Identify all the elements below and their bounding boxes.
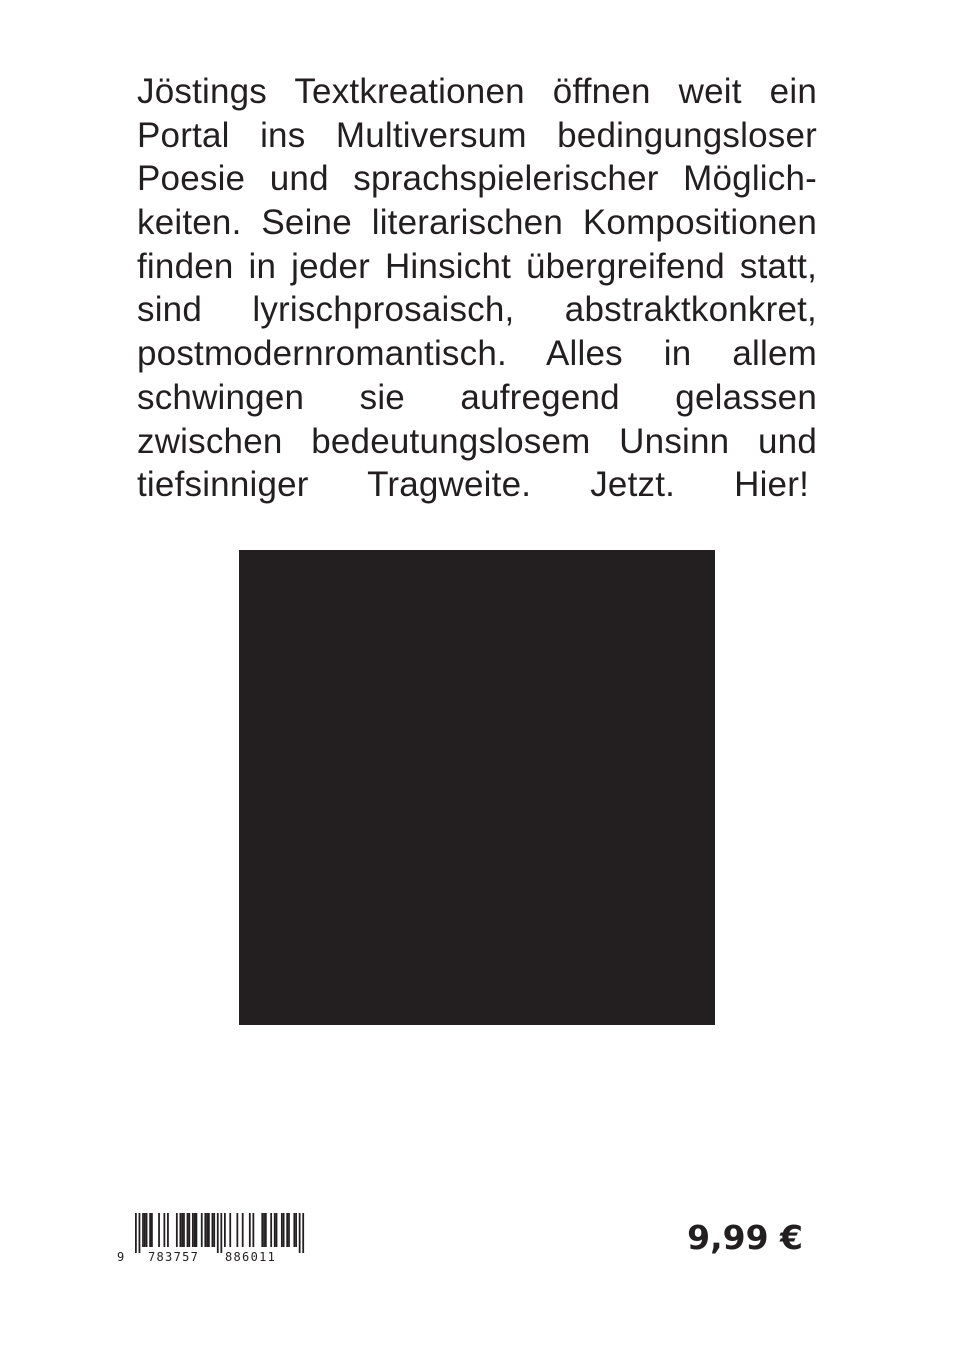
- barcode-bar: [180, 1213, 182, 1247]
- barcode-bar: [249, 1213, 251, 1247]
- blurb-line: schwingen sie aufregend gelassen: [137, 377, 817, 417]
- blurb-line: postmodernromantisch. Alles in allem: [137, 334, 817, 374]
- price-label: 9,99 €: [687, 1218, 803, 1257]
- barcode-bar: [158, 1213, 160, 1247]
- barcode-bar: [263, 1213, 265, 1247]
- barcode-bar: [286, 1213, 288, 1247]
- barcode-bar: [176, 1213, 178, 1247]
- blurb-line: Poesie und sprachspielerischer Möglich-: [137, 159, 817, 199]
- barcode-bar: [149, 1213, 151, 1247]
- barcode-bar: [224, 1213, 226, 1247]
- barcode-bar: [220, 1213, 222, 1253]
- barcode-graphic: [113, 1211, 308, 1263]
- barcode-bar: [229, 1213, 231, 1247]
- barcode-bar: [265, 1213, 267, 1247]
- barcode-bar: [276, 1213, 278, 1247]
- barcode-bar: [146, 1213, 148, 1247]
- barcode-right-digits: 886011: [225, 1250, 277, 1263]
- barcode-bar: [281, 1213, 283, 1247]
- barcode-lead-digit: 9: [117, 1250, 125, 1263]
- barcode-bar: [151, 1213, 153, 1247]
- barcode-bar: [288, 1213, 290, 1247]
- barcode-bar: [187, 1213, 189, 1247]
- barcode-bar: [201, 1213, 203, 1247]
- barcode-bar: [204, 1213, 206, 1247]
- isbn-barcode: [113, 1211, 308, 1263]
- barcode-bar: [213, 1213, 215, 1247]
- barcode-bar: [144, 1213, 146, 1247]
- barcode-bar: [196, 1213, 198, 1247]
- barcode-bar: [295, 1213, 297, 1247]
- barcode-bar: [252, 1213, 254, 1247]
- blurb-line: zwischen bedeutungslosem Unsinn und: [137, 421, 817, 461]
- blurb-line: tiefsinniger Tragweite. Jetzt. Hier!: [137, 465, 809, 505]
- barcode-bar: [208, 1213, 210, 1247]
- barcode-bar: [212, 1213, 214, 1247]
- barcode-bar: [183, 1213, 185, 1247]
- barcode-left-digits: 783757: [148, 1250, 200, 1263]
- blurb-line: finden in jeder Hinsicht übergreifend statt,: [137, 246, 817, 286]
- cover-black-square: [239, 550, 715, 1025]
- barcode-bar: [270, 1213, 272, 1247]
- barcode-bar: [194, 1213, 196, 1247]
- barcode-bar: [206, 1213, 208, 1247]
- barcode-bar: [217, 1213, 219, 1253]
- barcode-bar: [192, 1213, 194, 1247]
- blurb-line: Portal ins Multiversum bedingungsloser: [137, 115, 817, 155]
- barcode-bar: [181, 1213, 183, 1247]
- barcode-bar: [163, 1213, 165, 1247]
- barcode-bar: [135, 1213, 137, 1253]
- barcode-bar: [293, 1213, 295, 1247]
- barcode-bar: [299, 1213, 301, 1253]
- barcode-bar: [142, 1213, 144, 1247]
- barcode-bar: [167, 1213, 169, 1247]
- barcode-bar: [242, 1213, 244, 1247]
- barcode-bar: [139, 1213, 141, 1253]
- blurb-line: Jöstings Textkreationen öffnen weit ein: [137, 72, 817, 111]
- barcode-bar: [274, 1213, 276, 1247]
- blurb-line: keiten. Seine literarischen Kompositionen: [137, 203, 817, 243]
- barcode-bar: [283, 1213, 285, 1247]
- blurb-line: sind lyrischprosaisch, abstraktkonkret,: [137, 290, 817, 330]
- back-cover-blurb: [137, 70, 817, 507]
- barcode-bar: [261, 1213, 263, 1247]
- barcode-bar: [236, 1213, 238, 1247]
- barcode-bar: [188, 1213, 190, 1247]
- barcode-bar: [302, 1213, 304, 1253]
